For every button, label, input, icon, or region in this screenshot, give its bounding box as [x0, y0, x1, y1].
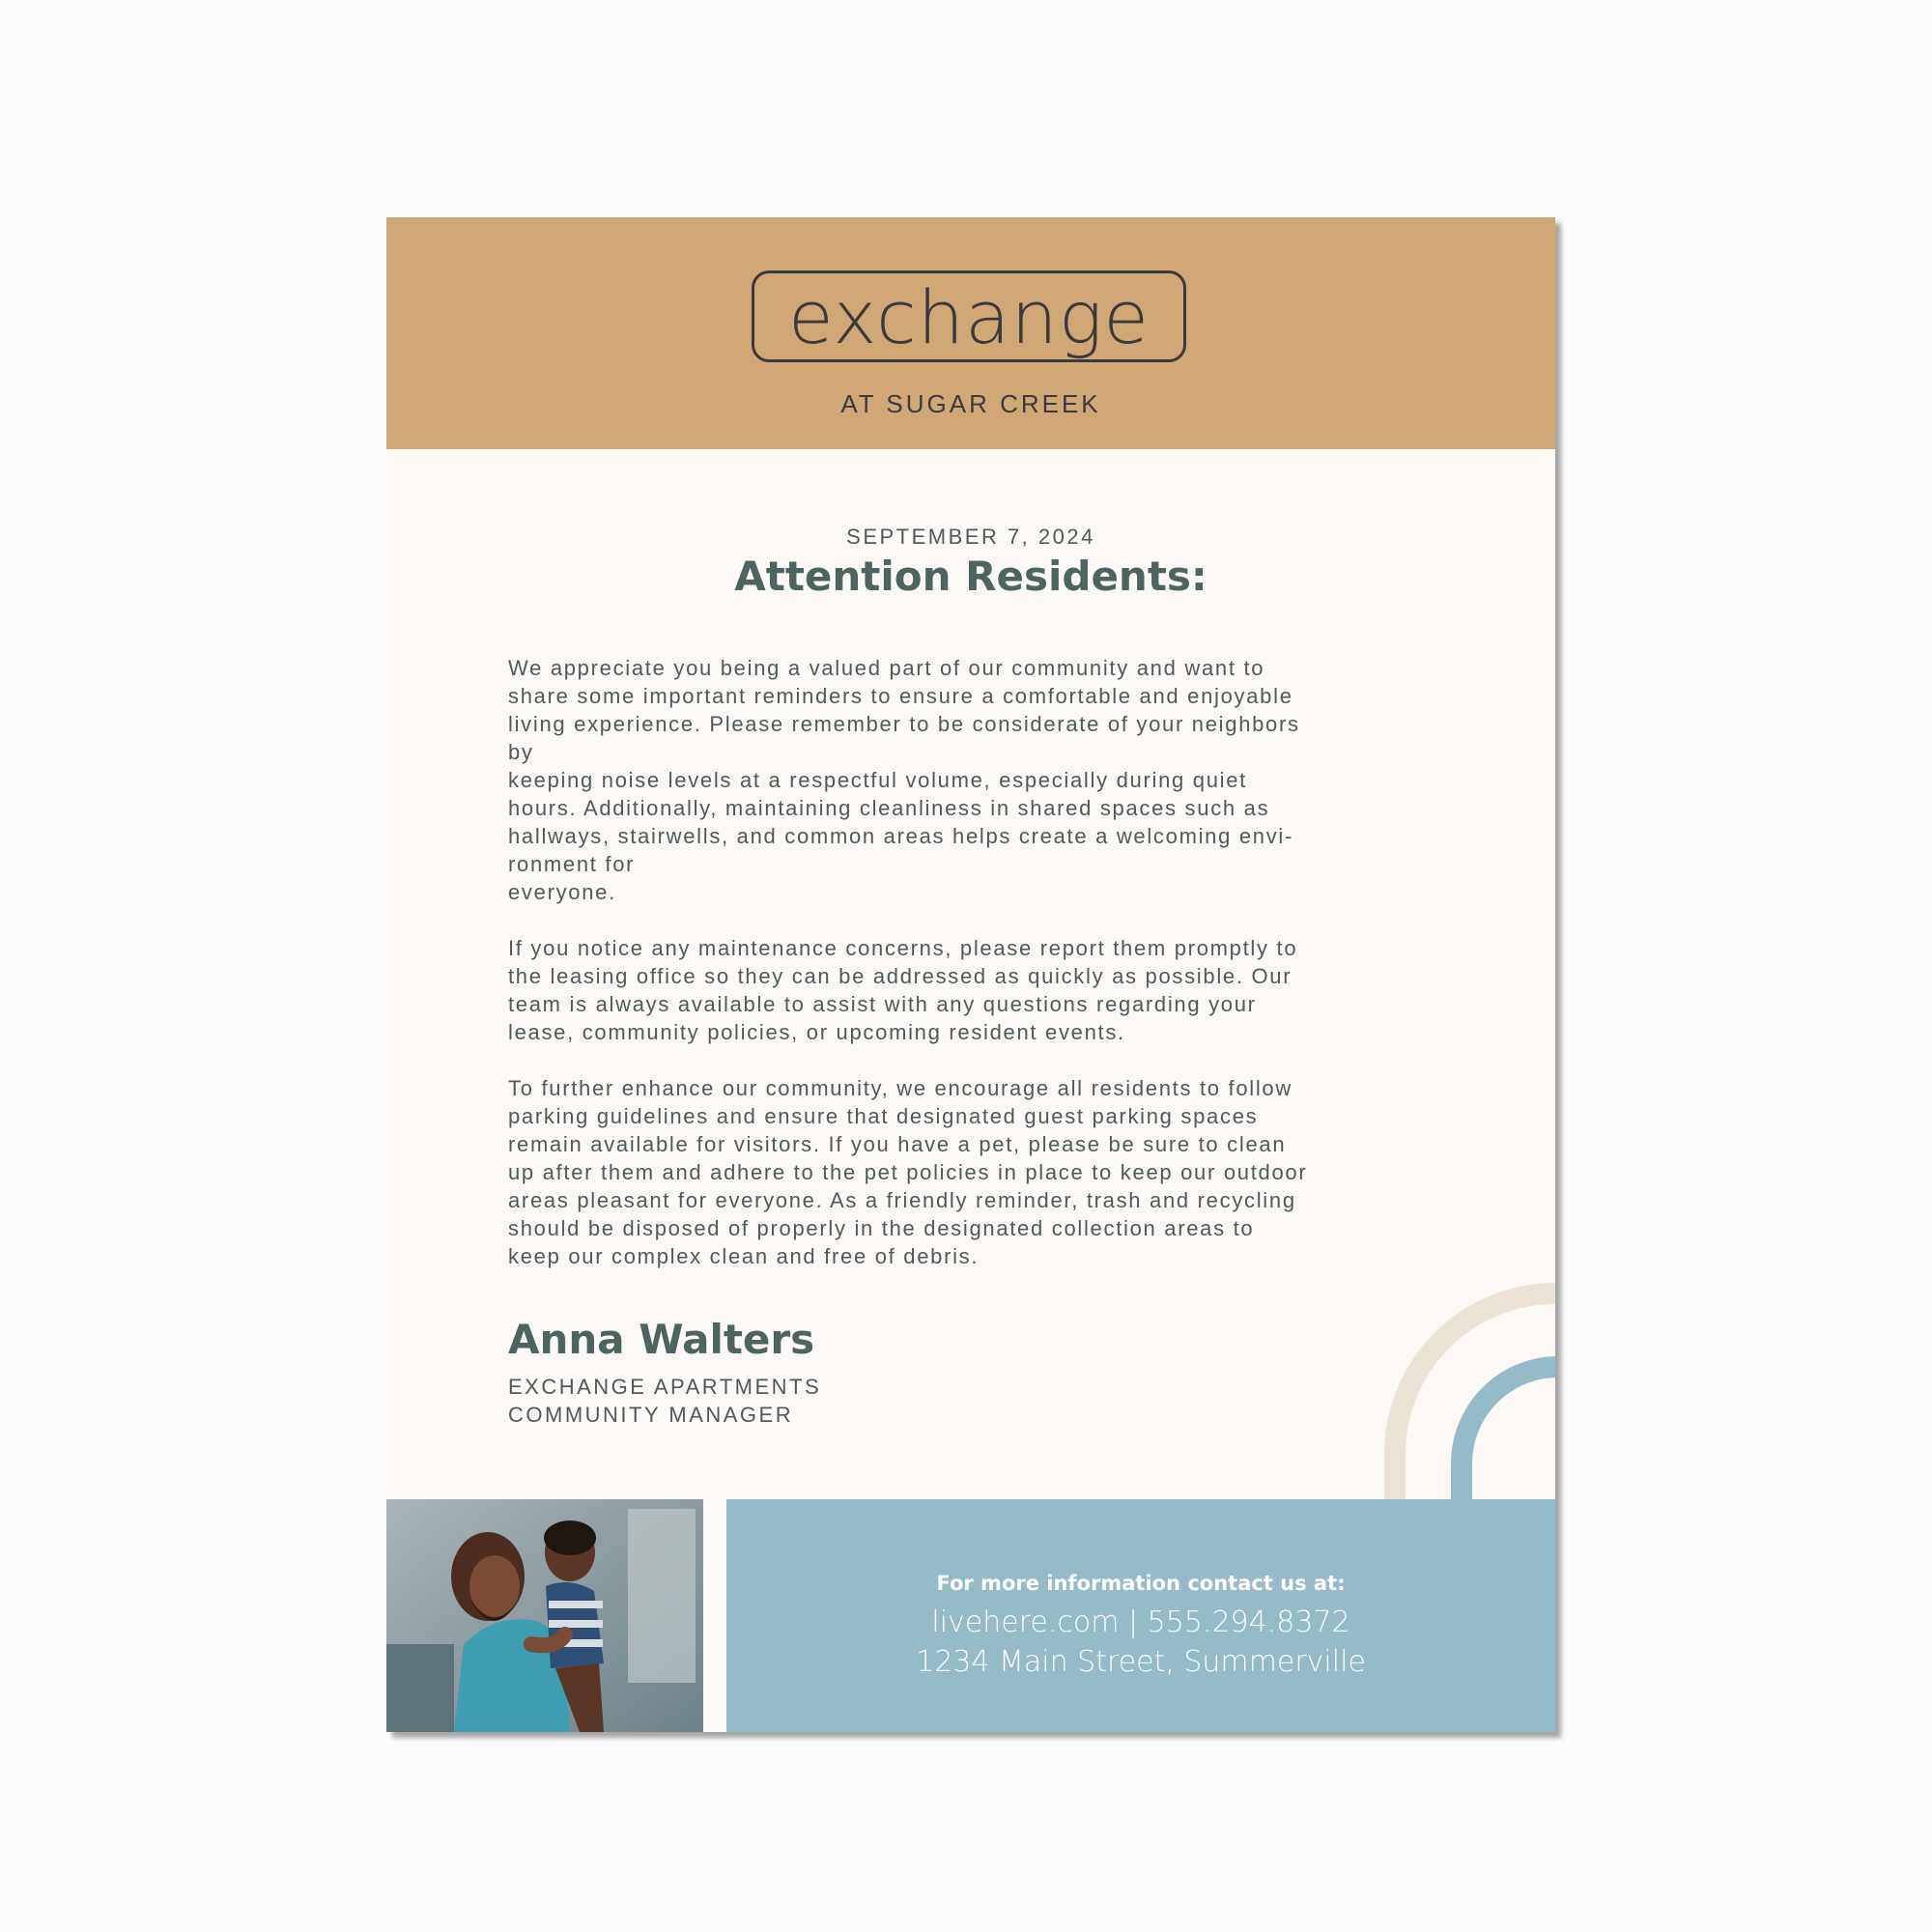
header-banner	[386, 217, 1555, 449]
logo-subtitle: AT SUGAR CREEK	[840, 389, 1101, 418]
family-photo-icon	[386, 1499, 703, 1732]
signature-title: COMMUNITY MANAGER	[508, 1403, 794, 1427]
father-son-photo	[386, 1499, 703, 1732]
signature-company: EXCHANGE APARTMENTS	[508, 1375, 822, 1399]
contact-web-phone[interactable]: livehere.com | 555.294.8372	[931, 1605, 1350, 1639]
notice-headline: Attention Residents:	[734, 553, 1208, 600]
flyer-page	[386, 217, 1555, 1732]
signature-name: Anna Walters	[508, 1316, 815, 1363]
contact-title: For more information contact us at:	[936, 1572, 1346, 1595]
body-paragraph: If you notice any maintenance concerns, please report them promptly to the leasing office so they can be addressed as quickly as possible. Our team is always available to assist with any questions regarding your lease, community policies, or upcoming resident events.	[508, 936, 1298, 1044]
contact-address: 1234 Main Street, Summerville	[916, 1645, 1366, 1679]
logo-wordmark: exchange	[787, 274, 1151, 360]
exchange-logo	[752, 270, 1186, 362]
body-paragraph: To further enhance our community, we encourage all residents to follow parking guidelines and ensure that designated guest parking spaces remain available for visitors. If you have a pet, please be sure to clean up after them and adhere to the pet policies in place to keep our outdoor areas pleasant for everyone. As a friendly reminder, trash and recycling should be disposed of properly in the designated collection areas to keep our complex clean and free of debris.	[508, 1076, 1308, 1268]
notice-body	[508, 654, 1474, 1298]
notice-date: SEPTEMBER 7, 2024	[846, 525, 1095, 549]
body-paragraph: We appreciate you being a valued part of our community and want to share some important reminders to ensure a comfortable and enjoyable living experience. Please remember to be considerate of your neighbors by keeping noise levels at a respectful volume, especially during quiet hours. Additionally, maintaining cleanliness in shared spaces such as hallways, stairwells, and common areas helps create a welcoming envi- ronment for everyone.	[508, 656, 1300, 904]
contact-panel	[726, 1499, 1555, 1732]
